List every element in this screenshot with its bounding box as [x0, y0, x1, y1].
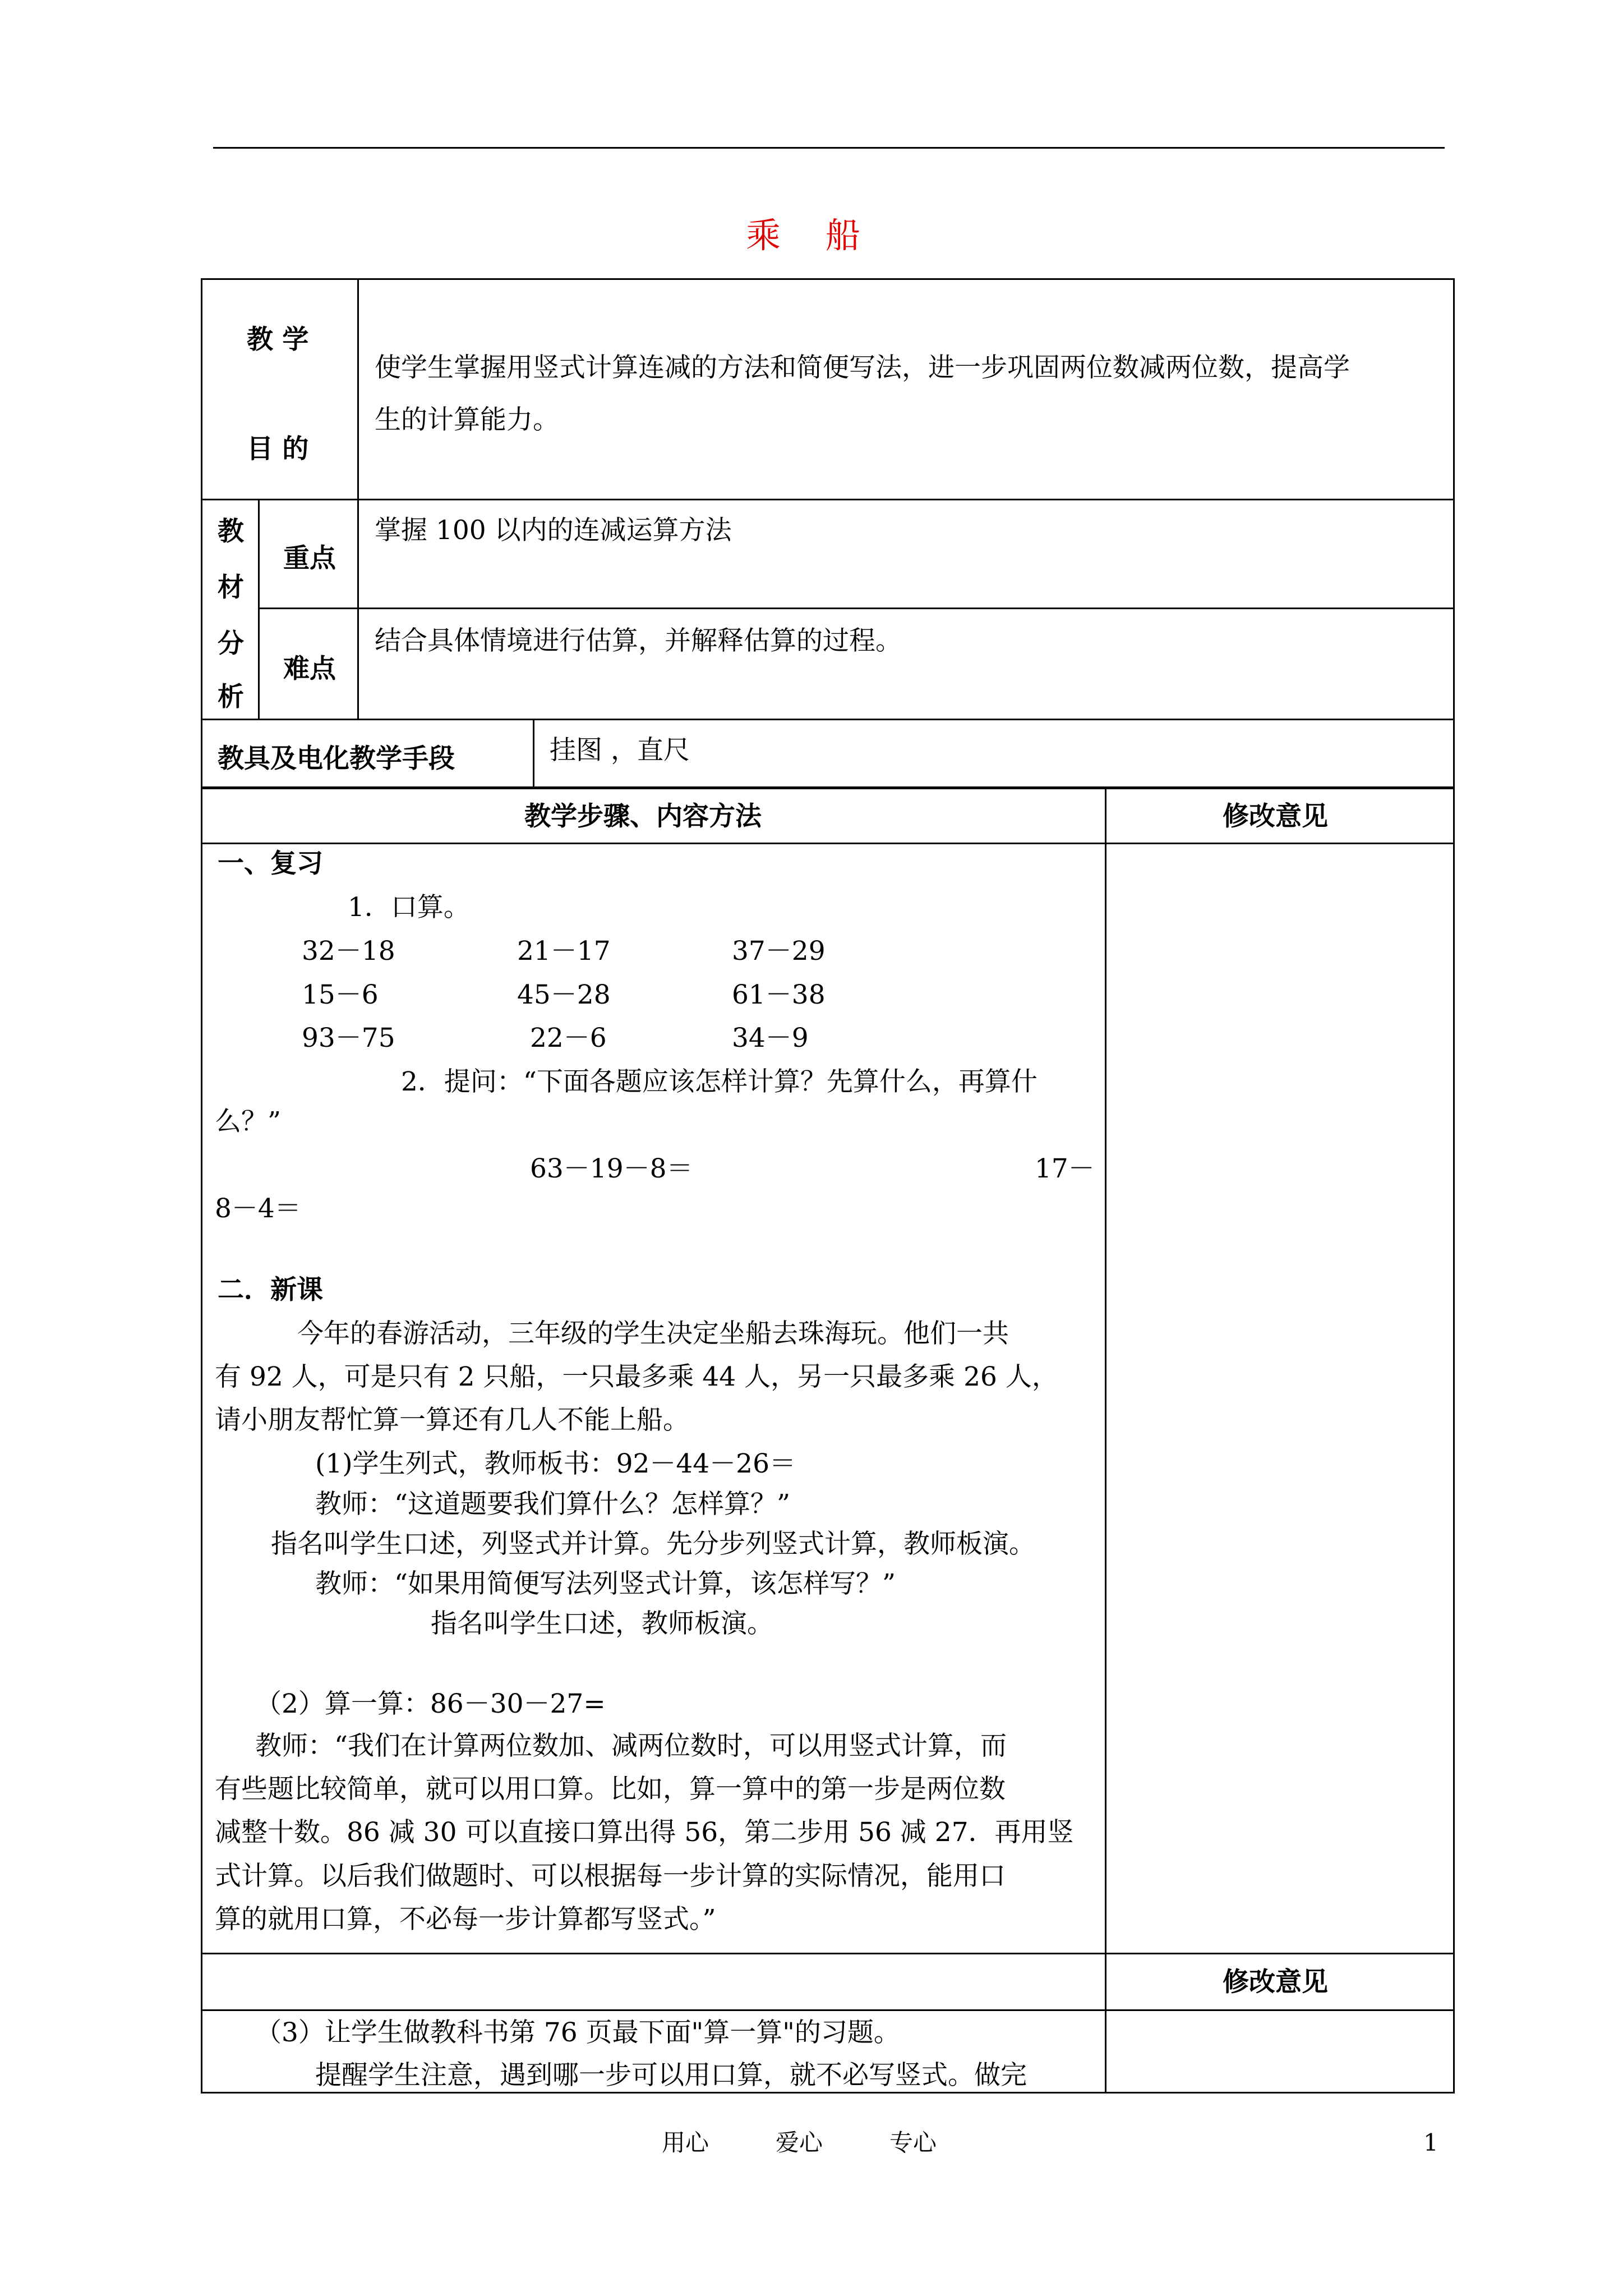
review-expression2-part1: 17－ [1035, 1153, 1095, 1184]
revise-header-2: 修改意见 [1223, 1967, 1328, 1998]
page-title: 乘 船 [746, 215, 877, 256]
col-divider [357, 278, 359, 719]
tools-label: 教具及电化教学手段 [218, 743, 455, 774]
footer-word: 用心 [662, 2129, 709, 2156]
review-expression1: 63－19－8＝ [530, 1153, 693, 1184]
col-divider [258, 499, 260, 719]
difficult-point-text: 结合具体情境进行估算，并解释估算的过程。 [375, 625, 902, 656]
teacher-line: 教师：“我们在计算两位数加、减两位数时，可以用竖式计算，而 [255, 1731, 1007, 1761]
teacher-line: 减整十数。86 减 30 可以直接口算出得 56，第二步用 56 减 27．再用竖 [215, 1817, 1074, 1848]
review-expression2-part2: 8－4＝ [215, 1193, 301, 1224]
step-1: (1)学生列式，教师板书：92－44－26＝ [315, 1448, 796, 1479]
objective-text-line2: 生的计算能力。 [375, 404, 559, 435]
row-divider [258, 608, 1455, 609]
row-divider [201, 1953, 1455, 1954]
review-item2-line1: 2．提问：“下面各题应该怎样计算？先算什么，再算什 [401, 1066, 1038, 1097]
story-line: 有 92 人，可是只有 2 只船，一只最多乘 44 人，另一只最多乘 26 人， [215, 1361, 1058, 1392]
oral-calc: 93－75 [302, 1023, 395, 1053]
page-number: 1 [1423, 2129, 1438, 2156]
step-3-line2: 提醒学生注意，遇到哪一步可以用口算，就不必写竖式。做完 [315, 2060, 1027, 2091]
teacher-line: 有些题比较简单，就可以用口算。比如，算一算中的第一步是两位数 [215, 1774, 1006, 1805]
row-divider [201, 719, 1455, 720]
step-teacher-question: 教师：“这道题要我们算什么？怎样算？” [315, 1489, 791, 1520]
analysis-label-char: 分 [218, 628, 244, 659]
new-lesson-heading: 二．新课 [218, 1274, 323, 1305]
revise-header: 修改意见 [1223, 801, 1328, 832]
analysis-label-char: 析 [218, 682, 244, 712]
oral-calc: 21－17 [517, 936, 611, 967]
teacher-line: 算的就用口算，不必每一步计算都写竖式。” [215, 1904, 716, 1935]
review-item1: 1．口算。 [348, 892, 470, 923]
row-divider [201, 843, 1455, 844]
oral-calc: 61－38 [732, 979, 826, 1010]
oral-calc: 15－6 [302, 979, 379, 1010]
oral-calc: 45－28 [517, 979, 611, 1010]
objective-text-line1: 使学生掌握用竖式计算连减的方法和简便写法，进一步巩固两位数减两位数，提高学 [375, 352, 1350, 383]
footer-word: 专心 [889, 2129, 937, 2156]
steps-header: 教学步骤、内容方法 [524, 801, 762, 832]
header-rule [213, 147, 1445, 149]
oral-calc: 32－18 [302, 936, 395, 967]
col-divider [533, 719, 534, 788]
tools-value: 挂图 ，直尺 [550, 735, 690, 766]
key-point-label: 重点 [283, 543, 336, 574]
analysis-label-char: 教 [218, 516, 244, 547]
objective-label-line1: 教 学 [247, 324, 309, 355]
row-divider [201, 499, 1455, 500]
step-board: 指名叫学生口述，教师板演。 [431, 1608, 773, 1639]
key-point-text: 掌握 100 以内的连减运算方法 [375, 515, 732, 546]
step-student-oral: 指名叫学生口述，列竖式并计算。先分步列竖式计算，教师板演。 [271, 1529, 1035, 1559]
teaching-steps-table [201, 788, 1455, 2093]
review-item2-line2: 么？” [215, 1106, 282, 1137]
footer-word: 爱心 [776, 2129, 823, 2156]
oral-calc: 37－29 [732, 936, 826, 967]
analysis-label-char: 材 [218, 572, 244, 603]
review-heading: 一、复习 [218, 848, 323, 879]
oral-calc: 34－9 [732, 1023, 809, 1053]
step-3-line1: （3）让学生做教科书第 76 页最下面"算一算"的习题。 [255, 2017, 900, 2048]
story-line: 请小朋友帮忙算一算还有几人不能上船。 [215, 1405, 689, 1435]
col-divider [1105, 788, 1106, 2093]
difficult-point-label: 难点 [283, 654, 336, 684]
story-line: 今年的春游活动，三年级的学生决定坐船去珠海玩。他们一共 [297, 1318, 1009, 1349]
step-2: （2）算一算：86－30－27= [255, 1688, 606, 1719]
oral-calc: 22－6 [530, 1023, 607, 1053]
objective-label-line2: 目 的 [247, 434, 309, 464]
step-teacher-simple: 教师：“如果用简便写法列竖式计算，该怎样写？” [315, 1568, 896, 1599]
teacher-line: 式计算。以后我们做题时、可以根据每一步计算的实际情况，能用口 [215, 1861, 1006, 1892]
row-divider [201, 2009, 1455, 2011]
